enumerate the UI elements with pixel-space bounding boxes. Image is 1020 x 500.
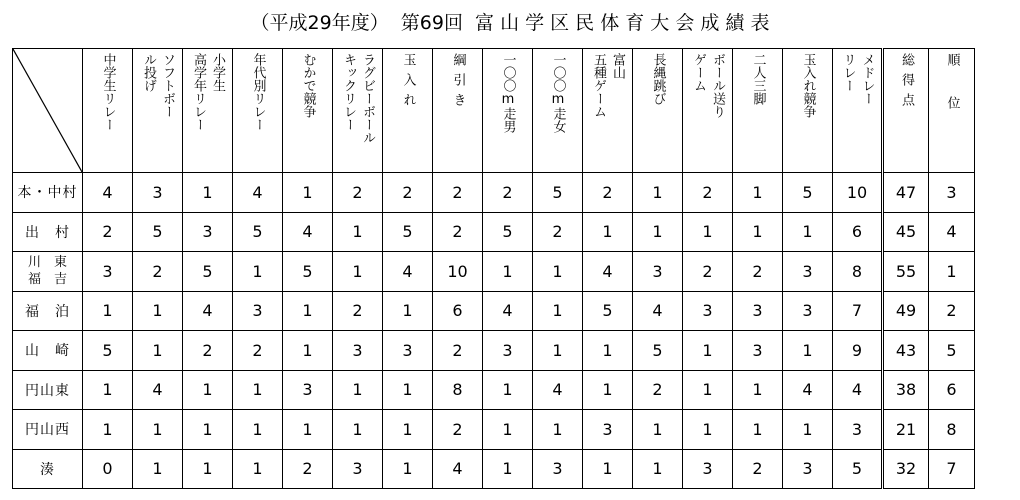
score-cell: 3 <box>783 449 833 489</box>
score-cell: 2 <box>133 252 183 292</box>
header-line: メドレー <box>859 52 875 105</box>
score-cell: 3 <box>483 331 533 371</box>
event-header <box>683 49 733 173</box>
event-header <box>783 49 833 173</box>
header-line: 富山 <box>610 52 625 79</box>
district-name-line: 本・中村 <box>17 185 78 202</box>
header-line: むかで競争 <box>300 52 316 118</box>
header-line: ラグビーボール <box>360 52 375 144</box>
rank-cell: 2 <box>929 291 975 331</box>
header-text <box>533 53 582 169</box>
score-cell: 2 <box>433 212 483 252</box>
score-cell: 3 <box>333 331 383 371</box>
event-header <box>433 49 483 173</box>
score-cell: 2 <box>633 370 683 410</box>
header-text <box>233 53 282 169</box>
header-line: 小学生 <box>210 52 225 92</box>
header-line: ゲーム <box>691 52 706 92</box>
district-name <box>13 410 83 450</box>
table-row <box>13 410 975 450</box>
score-cell: 3 <box>583 410 633 450</box>
event-header <box>133 49 183 173</box>
score-cell: 1 <box>233 410 283 450</box>
header-row <box>13 49 975 173</box>
score-cell: 5 <box>283 252 333 292</box>
event-header <box>183 49 233 173</box>
score-cell: 1 <box>583 331 633 371</box>
score-cell: 1 <box>283 410 333 450</box>
score-cell: 3 <box>133 173 183 213</box>
district-name-line: 円山東 <box>25 382 70 399</box>
score-cell: 1 <box>633 410 683 450</box>
score-cell: 1 <box>483 410 533 450</box>
score-cell: 9 <box>833 331 883 371</box>
total-cell: 38 <box>883 370 929 410</box>
score-cell: 3 <box>733 291 783 331</box>
table-row <box>13 291 975 331</box>
score-cell: 4 <box>833 370 883 410</box>
header-text <box>483 53 532 169</box>
score-cell: 4 <box>583 252 633 292</box>
score-cell: 1 <box>683 331 733 371</box>
rank-cell: 1 <box>929 252 975 292</box>
total-cell: 47 <box>883 173 929 213</box>
district-name-line: 福 泊 <box>25 303 70 320</box>
score-cell: 1 <box>533 331 583 371</box>
score-cell: 10 <box>433 252 483 292</box>
score-cell: 1 <box>633 212 683 252</box>
score-cell: 1 <box>83 291 133 331</box>
header-line: ボール送り <box>710 52 725 118</box>
score-cell: 2 <box>183 331 233 371</box>
score-cell: 4 <box>483 291 533 331</box>
header-text <box>183 53 232 169</box>
score-cell: 4 <box>433 449 483 489</box>
header-line: リレー <box>840 52 856 92</box>
score-cell: 1 <box>633 449 683 489</box>
score-cell: 3 <box>283 370 333 410</box>
score-cell: 1 <box>233 370 283 410</box>
district-name-line: 福 吉 <box>27 272 67 288</box>
rank-cell: 8 <box>929 410 975 450</box>
score-cell: 1 <box>283 173 333 213</box>
score-cell: 3 <box>683 291 733 331</box>
score-cell: 1 <box>233 449 283 489</box>
header-text <box>133 53 182 169</box>
total-cell: 49 <box>883 291 929 331</box>
score-cell: 3 <box>783 291 833 331</box>
score-cell: 5 <box>133 212 183 252</box>
score-cell: 1 <box>283 291 333 331</box>
event-header <box>833 49 883 173</box>
score-cell: 1 <box>133 410 183 450</box>
score-cell: 2 <box>733 449 783 489</box>
score-cell: 5 <box>833 449 883 489</box>
score-cell: 1 <box>383 291 433 331</box>
score-cell: 2 <box>333 173 383 213</box>
score-cell: 1 <box>383 370 433 410</box>
rank-cell: 5 <box>929 331 975 371</box>
score-cell: 1 <box>483 449 533 489</box>
score-cell: 2 <box>683 252 733 292</box>
score-cell: 1 <box>583 449 633 489</box>
score-cell: 5 <box>583 291 633 331</box>
score-cell: 5 <box>533 173 583 213</box>
header-text <box>283 53 332 169</box>
diagonal-line <box>13 49 82 172</box>
score-cell: 1 <box>183 410 233 450</box>
district-name <box>13 370 83 410</box>
header-text <box>833 53 881 169</box>
total-cell: 21 <box>883 410 929 450</box>
table-row <box>13 252 975 292</box>
score-cell: 2 <box>733 252 783 292</box>
header-line: ソフトボー <box>160 52 175 118</box>
event-header <box>733 49 783 173</box>
score-cell: 5 <box>233 212 283 252</box>
score-cell: 1 <box>383 410 433 450</box>
district-name <box>13 291 83 331</box>
total-header <box>883 49 929 173</box>
score-cell: 5 <box>783 173 833 213</box>
score-cell: 1 <box>583 212 633 252</box>
score-cell: 3 <box>633 252 683 292</box>
score-cell: 4 <box>533 370 583 410</box>
header-text <box>433 53 482 169</box>
page-title: （平成29年度） 第69回 富 山 学 区 民 体 育 大 会 成 績 表 <box>250 12 770 34</box>
score-cell: 1 <box>683 370 733 410</box>
score-cell: 3 <box>233 291 283 331</box>
rank-cell: 7 <box>929 449 975 489</box>
header-text <box>583 53 632 169</box>
header-line: 順位 <box>944 52 960 139</box>
score-cell: 5 <box>183 252 233 292</box>
event-header <box>383 49 433 173</box>
score-cell: 2 <box>283 449 333 489</box>
score-cell: 2 <box>433 331 483 371</box>
score-cell: 3 <box>183 212 233 252</box>
event-header <box>533 49 583 173</box>
event-header <box>633 49 683 173</box>
table-row <box>13 173 975 213</box>
total-cell: 45 <box>883 212 929 252</box>
score-cell: 2 <box>83 212 133 252</box>
table-row <box>13 331 975 371</box>
table-row <box>13 370 975 410</box>
score-cell: 4 <box>783 370 833 410</box>
score-cell: 4 <box>233 173 283 213</box>
event-header <box>283 49 333 173</box>
score-cell: 1 <box>733 212 783 252</box>
score-cell: 2 <box>683 173 733 213</box>
score-cell: 3 <box>683 449 733 489</box>
header-line: ル投げ <box>141 52 156 92</box>
header-line: 年代別リレー <box>250 52 266 131</box>
score-cell: 1 <box>733 173 783 213</box>
header-text <box>733 53 782 169</box>
rank-cell: 4 <box>929 212 975 252</box>
score-cell: 5 <box>383 212 433 252</box>
score-cell: 6 <box>433 291 483 331</box>
header-line: 綱引き <box>450 52 466 113</box>
score-cell: 4 <box>133 370 183 410</box>
score-cell: 2 <box>583 173 633 213</box>
event-header <box>83 49 133 173</box>
total-cell: 43 <box>883 331 929 371</box>
header-line: キックリレー <box>341 52 356 131</box>
score-cell: 1 <box>733 410 783 450</box>
score-cell: 1 <box>533 252 583 292</box>
score-cell: 1 <box>533 291 583 331</box>
header-line: 一〇〇m走女 <box>550 52 566 133</box>
score-cell: 0 <box>83 449 133 489</box>
header-line: 長縄跳び <box>650 52 666 105</box>
score-cell: 4 <box>183 291 233 331</box>
score-cell: 1 <box>783 331 833 371</box>
score-cell: 3 <box>533 449 583 489</box>
score-cell: 1 <box>783 212 833 252</box>
score-cell: 4 <box>83 173 133 213</box>
score-cell: 4 <box>283 212 333 252</box>
table-row <box>13 449 975 489</box>
district-name <box>13 449 83 489</box>
score-cell: 4 <box>383 252 433 292</box>
score-cell: 1 <box>133 291 183 331</box>
score-cell: 3 <box>733 331 783 371</box>
score-cell: 3 <box>333 449 383 489</box>
score-cell: 1 <box>83 370 133 410</box>
score-cell: 1 <box>483 252 533 292</box>
district-name-line: 円山西 <box>25 422 70 439</box>
score-cell: 2 <box>433 173 483 213</box>
score-cell: 8 <box>833 252 883 292</box>
score-cell: 8 <box>433 370 483 410</box>
score-cell: 1 <box>183 370 233 410</box>
score-cell: 3 <box>833 410 883 450</box>
district-name-line: 川 東 <box>27 255 67 271</box>
score-cell: 1 <box>83 410 133 450</box>
score-cell: 1 <box>333 370 383 410</box>
district-name-line: 出 村 <box>25 224 70 241</box>
score-cell: 4 <box>633 291 683 331</box>
score-cell: 10 <box>833 173 883 213</box>
header-text <box>783 53 832 169</box>
score-cell: 5 <box>633 331 683 371</box>
score-cell: 1 <box>283 331 333 371</box>
table-row <box>13 212 975 252</box>
event-header <box>333 49 383 173</box>
score-cell: 1 <box>133 449 183 489</box>
results-table <box>12 48 975 489</box>
rank-cell: 6 <box>929 370 975 410</box>
score-cell: 5 <box>83 331 133 371</box>
score-cell: 7 <box>833 291 883 331</box>
score-cell: 2 <box>333 291 383 331</box>
header-text <box>383 53 432 169</box>
event-header <box>583 49 633 173</box>
header-text <box>633 53 682 169</box>
header-line: 高学年リレー <box>191 52 206 131</box>
score-cell: 1 <box>383 449 433 489</box>
score-cell: 1 <box>533 410 583 450</box>
score-cell: 2 <box>383 173 433 213</box>
score-cell: 3 <box>383 331 433 371</box>
header-text <box>884 53 928 169</box>
score-cell: 1 <box>633 173 683 213</box>
score-cell: 1 <box>583 370 633 410</box>
score-cell: 1 <box>333 410 383 450</box>
rank-header <box>929 49 975 173</box>
district-name-line: 山 崎 <box>25 343 70 360</box>
header-line: 玉入れ競争 <box>800 52 816 118</box>
score-cell: 1 <box>783 410 833 450</box>
event-header <box>233 49 283 173</box>
district-name <box>13 173 83 213</box>
district-name <box>13 252 83 292</box>
header-text <box>83 53 132 169</box>
event-header <box>483 49 533 173</box>
score-cell: 1 <box>683 410 733 450</box>
header-text <box>683 53 732 169</box>
district-name <box>13 212 83 252</box>
score-cell: 1 <box>183 449 233 489</box>
header-line: 総得点 <box>899 52 914 113</box>
score-cell: 1 <box>683 212 733 252</box>
total-cell: 55 <box>883 252 929 292</box>
score-cell: 3 <box>83 252 133 292</box>
score-cell: 1 <box>133 331 183 371</box>
header-text <box>929 53 974 169</box>
score-cell: 1 <box>333 212 383 252</box>
score-cell: 2 <box>233 331 283 371</box>
score-cell: 5 <box>483 212 533 252</box>
corner-cell <box>13 49 83 173</box>
score-cell: 6 <box>833 212 883 252</box>
rank-cell: 3 <box>929 173 975 213</box>
header-line: 中学生リレー <box>100 52 116 131</box>
score-cell: 1 <box>733 370 783 410</box>
header-line: 五種ゲーム <box>591 52 606 118</box>
total-cell: 32 <box>883 449 929 489</box>
score-cell: 1 <box>483 370 533 410</box>
district-name <box>13 331 83 371</box>
score-cell: 1 <box>183 173 233 213</box>
district-name-line: 湊 <box>40 461 55 478</box>
score-cell: 2 <box>483 173 533 213</box>
score-cell: 2 <box>433 410 483 450</box>
score-cell: 2 <box>533 212 583 252</box>
header-line: 一〇〇m走男 <box>500 52 516 133</box>
score-cell: 1 <box>233 252 283 292</box>
header-line: 二人三脚 <box>750 52 766 105</box>
score-cell: 1 <box>333 252 383 292</box>
header-line: 玉入れ <box>400 52 416 113</box>
score-cell: 3 <box>783 252 833 292</box>
header-text <box>333 53 382 169</box>
